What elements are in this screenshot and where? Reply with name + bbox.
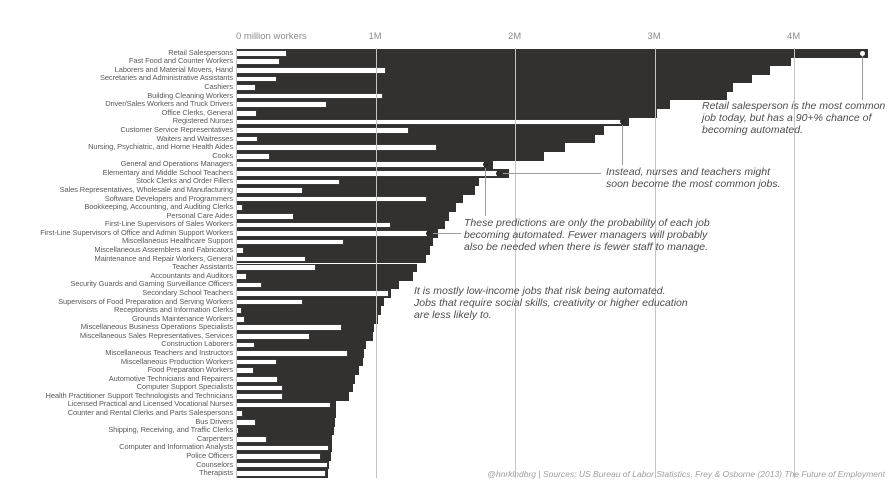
- row-label: Police Officers: [186, 450, 233, 460]
- bar-not-automated: [236, 247, 244, 254]
- bar-not-automated: [236, 58, 280, 65]
- row-label: Customer Service Representatives: [120, 124, 233, 134]
- bar-not-automated: [236, 239, 344, 246]
- row-label: Waiters and Waitresses: [156, 133, 233, 143]
- bar-not-automated: [236, 290, 389, 297]
- row-label: Secretaries and Administrative Assistants: [99, 73, 233, 83]
- row-label: Sales Representatives, Wholesale and Manufacturing: [59, 184, 233, 194]
- x-axis-tick: 2M: [508, 31, 522, 42]
- row-label: Counter and Rental Clerks and Parts Salespersons: [67, 408, 233, 418]
- annotation-line: Jobs that require social skills, creativity or higher education: [414, 296, 688, 309]
- x-axis-tick: 4M: [787, 31, 801, 42]
- row-label: Software Developers and Programmers: [104, 193, 233, 203]
- bar-not-automated: [236, 453, 321, 460]
- bar-total-workers: [236, 49, 868, 58]
- bar-total-workers: [236, 306, 381, 315]
- row-label: Supervisors of Food Preparation and Serving Workers: [58, 296, 233, 306]
- annotation-line: are less likely to.: [414, 308, 492, 321]
- row-label: Building Cleaning Workers: [147, 90, 233, 100]
- row-label: First-Line Supervisors of Office and Admin Support Workers: [40, 227, 233, 237]
- row-label: Security Guards and Gaming Surveillance Officers: [70, 279, 233, 289]
- bar-total-workers: [236, 83, 733, 92]
- bar-total-workers: [236, 135, 595, 144]
- annotation-line: It is mostly low-income jobs that risk being automated.: [414, 285, 666, 297]
- bar-total-workers: [236, 75, 752, 84]
- row-label: Construction Laborers: [161, 339, 233, 349]
- bar-total-workers: [236, 272, 413, 281]
- row-label: Cooks: [212, 150, 233, 160]
- row-label: Teacher Assistants: [172, 262, 233, 272]
- bar-not-automated: [236, 67, 386, 74]
- row-label: Driver/Sales Workers and Truck Drivers: [105, 99, 233, 109]
- row-label: Counselors: [196, 459, 233, 469]
- row-label: Computer and Information Analysts: [119, 442, 233, 452]
- annotation-line: also be needed when there is fewer staff to manage.: [464, 240, 708, 253]
- bar-not-automated: [236, 119, 622, 126]
- bar-total-workers: [236, 366, 359, 375]
- x-axis-tick: 3M: [647, 31, 661, 42]
- bar-total-workers: [236, 341, 366, 350]
- row-label: Registered Nurses: [172, 116, 233, 126]
- row-label: Stock Clerks and Order Fillers: [135, 176, 233, 186]
- row-label: Automotive Technicians and Repairers: [108, 373, 233, 383]
- annotation-managers: [464, 218, 710, 254]
- bar-total-workers: [236, 152, 544, 161]
- row-label: First-Line Supervisors of Sales Workers: [104, 219, 233, 229]
- row-label: Nursing, Psychiatric, and Home Health Aides: [88, 142, 233, 152]
- bar-not-automated: [236, 342, 255, 349]
- bar-not-automated: [236, 161, 485, 168]
- leader-line: [485, 168, 486, 216]
- bar-not-automated: [236, 462, 328, 469]
- bar-not-automated: [236, 402, 331, 409]
- row-label: Receptionists and Information Clerks: [114, 305, 233, 315]
- x-axis-tick: 1M: [368, 31, 382, 42]
- bar-not-automated: [236, 196, 427, 203]
- bar-not-automated: [236, 213, 294, 220]
- bar-not-automated: [236, 324, 342, 331]
- row-label: Grounds Maintenance Workers: [132, 313, 233, 323]
- leader-line: [433, 233, 461, 234]
- annotation-line: job today, but has a 90+% chance of: [702, 111, 872, 124]
- row-label: Health Practitioner Support Technologists and Technicians: [45, 390, 233, 400]
- bar-total-workers: [236, 427, 334, 436]
- bar-total-workers: [236, 109, 657, 118]
- row-label: Cashiers: [204, 82, 233, 92]
- annotation-line: becoming automated.: [702, 123, 803, 136]
- row-label: Fast Food and Counter Workers: [128, 56, 233, 66]
- bar-not-automated: [236, 282, 262, 289]
- row-label: Retail Salespersons: [168, 47, 233, 57]
- gridline: [515, 48, 516, 478]
- x-axis-tick: 0 million workers: [236, 31, 307, 42]
- row-label: Licensed Practical and Licensed Vocational Nurses: [67, 399, 233, 409]
- row-label: Maintenance and Repair Workers, General: [94, 253, 233, 263]
- bar-not-automated: [236, 84, 256, 91]
- bar-not-automated: [236, 385, 283, 392]
- leader-line: [503, 173, 601, 174]
- row-label: Laborers and Material Movers, Hand: [114, 64, 233, 74]
- row-label: Miscellaneous Production Workers: [120, 356, 233, 366]
- annotation-line: becoming automated. Fewer managers will probably: [464, 228, 708, 241]
- bar-not-automated: [236, 187, 303, 194]
- bar-not-automated: [236, 170, 498, 177]
- bar-not-automated: [236, 436, 267, 443]
- bar-total-workers: [236, 203, 456, 212]
- bar-not-automated: [236, 230, 428, 237]
- row-label: Carpenters: [196, 433, 233, 443]
- row-label: Food Preparation Workers: [147, 365, 233, 375]
- bar-total-workers: [236, 246, 430, 255]
- bar-not-automated: [236, 299, 303, 306]
- bar-not-automated: [236, 376, 278, 383]
- row-label: Elementary and Middle School Teachers: [102, 167, 233, 177]
- bar-not-automated: [236, 470, 326, 477]
- highlight-dot: [860, 51, 865, 56]
- bar-not-automated: [236, 316, 245, 323]
- bar-not-automated: [236, 127, 409, 134]
- row-label: Computer Support Specialists: [136, 382, 233, 392]
- row-label: Miscellaneous Sales Representatives, Services: [79, 330, 233, 340]
- bar-not-automated: [236, 350, 348, 357]
- bar-not-automated: [236, 222, 391, 229]
- bar-total-workers: [236, 409, 336, 418]
- row-label: Office Clerks, General: [161, 107, 233, 117]
- bar-not-automated: [236, 445, 329, 452]
- row-label: Therapists: [198, 468, 233, 478]
- annotation-line: Instead, nurses and teachers might: [606, 166, 771, 178]
- leader-line: [622, 125, 623, 165]
- bar-not-automated: [236, 273, 247, 280]
- gridline: [376, 48, 377, 478]
- bar-not-automated: [236, 101, 327, 108]
- row-label: Accountants and Auditors: [150, 270, 233, 280]
- gridline: [236, 48, 237, 478]
- bar-not-automated: [236, 50, 287, 57]
- bar-not-automated: [236, 333, 310, 340]
- bar-not-automated: [236, 76, 277, 83]
- row-label: Miscellaneous Business Operations Specialists: [80, 322, 233, 332]
- annotation-retail: [702, 101, 885, 137]
- annotation-nurses: [606, 167, 781, 191]
- bar-not-automated: [236, 144, 437, 151]
- annotation-low_income: [414, 286, 688, 322]
- bar-not-automated: [236, 179, 340, 186]
- bar-not-automated: [236, 136, 258, 143]
- source-credit: @hnrklndbrg | Sources: US Bureau of Labor Statistics, Frey & Osborne (2013) The Future of Employment: [487, 469, 885, 479]
- bar-not-automated: [236, 419, 256, 426]
- leader-line: [862, 56, 863, 100]
- row-label: Shipping, Receiving, and Traffic Clerks: [108, 425, 233, 435]
- row-label: Secondary School Teachers: [142, 287, 233, 297]
- bar-not-automated: [236, 153, 270, 160]
- bar-total-workers: [236, 315, 378, 324]
- bar-total-workers: [236, 58, 791, 67]
- bar-not-automated: [236, 264, 316, 271]
- bar-not-automated: [236, 256, 306, 263]
- row-label: Miscellaneous Healthcare Support: [121, 236, 233, 246]
- row-label: General and Operations Managers: [120, 159, 233, 169]
- bar-not-automated: [236, 410, 243, 417]
- bar-not-automated: [236, 393, 283, 400]
- bar-not-automated: [236, 93, 383, 100]
- annotation-line: Retail salesperson is the most common: [702, 100, 886, 112]
- row-label: Miscellaneous Assemblers and Fabricators: [94, 245, 233, 255]
- annotation-line: soon become the most common jobs.: [606, 177, 781, 190]
- gridline: [655, 48, 656, 478]
- row-label: Bus Drivers: [195, 416, 233, 426]
- annotation-line: These predictions are only the probability of each job: [464, 217, 710, 229]
- row-label: Miscellaneous Teachers and Instructors: [105, 348, 233, 357]
- bar-not-automated: [236, 367, 254, 374]
- bar-not-automated: [236, 359, 277, 366]
- bar-not-automated: [236, 110, 257, 117]
- row-label: Bookkeeping, Accounting, and Auditing Clerks: [84, 202, 233, 212]
- row-label: Personal Care Aides: [166, 210, 233, 220]
